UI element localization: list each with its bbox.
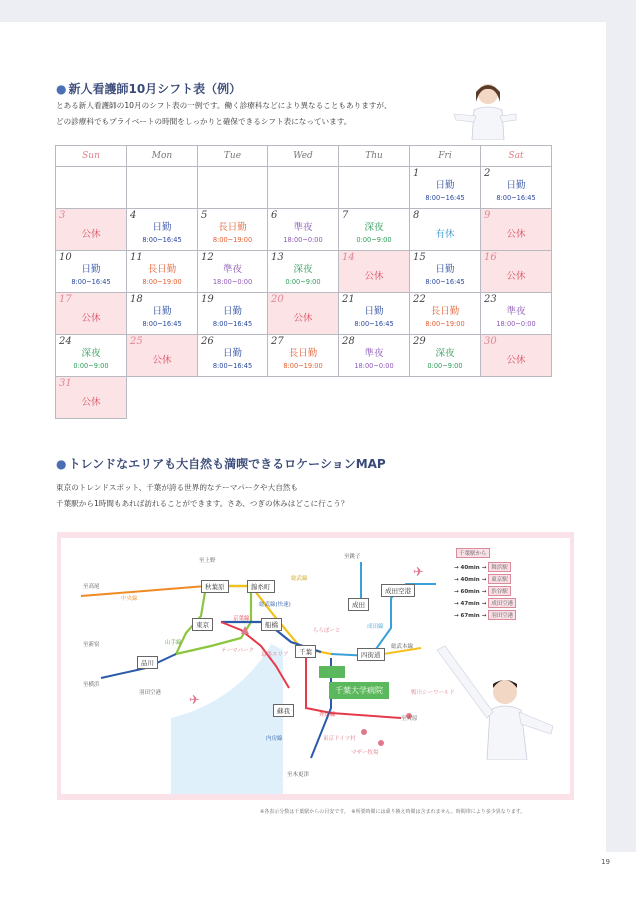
day-number: 26: [201, 336, 214, 347]
travel-time-legend: [454, 548, 538, 632]
shift-time: 8:00~19:00: [212, 236, 253, 244]
hospital-label: 千葉大学病院: [329, 682, 389, 699]
day-cell: [127, 209, 198, 251]
legend-time: → 47min →: [454, 601, 487, 607]
label-kamogawa: 鴨川シーワールド: [411, 690, 455, 696]
day-header-wed: Wed: [268, 146, 339, 167]
legend-time: → 40min →: [454, 577, 487, 583]
week-row: [56, 167, 552, 209]
label-yokohama: 至横浜: [83, 682, 100, 688]
shift-time: 8:00~16:45: [212, 362, 253, 370]
day-number: 30: [484, 336, 497, 347]
day-cell: [198, 209, 268, 251]
shift-type: 準夜: [222, 264, 242, 275]
shift-time: 8:00~16:45: [212, 320, 253, 328]
shift-type: 長日勤: [147, 264, 177, 275]
station-chiba: 千葉: [295, 645, 316, 658]
shift-type: 公休: [506, 229, 526, 240]
shift-time: 8:00~19:00: [283, 362, 323, 370]
day-number: 19: [201, 294, 214, 305]
day-header-fri: Fri: [410, 146, 481, 167]
day-number: 28: [342, 336, 355, 347]
station-soga: 蘇我: [273, 704, 294, 717]
shift-type: 公休: [293, 313, 313, 324]
shift-heading-text: 新人看護師10月シフト表（例）: [68, 82, 242, 96]
week-row: [56, 293, 552, 335]
day-header-thu: Thu: [339, 146, 410, 167]
shift-type: 深夜: [293, 264, 313, 275]
legend-title-text: 千葉駅から: [456, 548, 490, 558]
day-header-sun: Sun: [56, 146, 127, 167]
day-number: 27: [271, 336, 284, 347]
day-number: 18: [130, 294, 143, 305]
label-makuhari: 幕張エリア: [261, 652, 289, 658]
shift-time: 0:00~9:00: [73, 362, 109, 370]
shift-time: 18:00~0:00: [354, 362, 394, 370]
day-header-tue: Tue: [198, 146, 268, 167]
shift-type: 公休: [152, 355, 172, 366]
week-row: [56, 209, 552, 251]
day-number: 15: [413, 252, 426, 263]
day-cell: [268, 167, 339, 209]
day-cell: [268, 335, 339, 377]
day-cell: [481, 335, 552, 377]
shift-time: 8:00~16:45: [142, 236, 182, 244]
day-header-mon: Mon: [127, 146, 198, 167]
haneda-plane-icon: ✈: [189, 693, 200, 708]
station-funabashi: 船橋: [261, 618, 282, 631]
legend-destination: 渋谷駅: [488, 586, 511, 596]
day-number: 4: [130, 210, 137, 221]
day-cell: [268, 209, 339, 251]
day-cell: [198, 251, 268, 293]
shift-type: 長日勤: [218, 222, 247, 233]
shift-type: 準夜: [506, 306, 526, 317]
legend-row: [454, 562, 511, 572]
legend-time: → 60min →: [454, 589, 487, 595]
day-cell: [339, 335, 410, 377]
day-number: 14: [342, 252, 355, 263]
day-cell: [198, 335, 268, 377]
shift-time: 0:00~9:00: [356, 236, 392, 244]
day-cell: [481, 167, 552, 209]
legend-row: [454, 574, 511, 584]
label-keiyo: 京葉線: [233, 616, 250, 622]
footnote: ※各表示分数は千葉駅からの目安です。 ※所要時間には乗り換え時間は含まれません。時間帯により多少異なります。: [260, 809, 526, 815]
narita-plane-icon: ✈: [413, 565, 424, 580]
label-sobu-kaisoku: 総武線(快速): [259, 602, 291, 608]
label-sobu-honsen: 総武本線: [391, 644, 414, 650]
day-cell: [127, 167, 198, 209]
day-number: 6: [271, 210, 278, 221]
station-tokyo: 東京: [192, 618, 213, 631]
label-ohara: 至大原: [401, 716, 418, 722]
shift-time: 0:00~9:00: [285, 278, 321, 286]
shift-time: 18:00~0:00: [283, 236, 323, 244]
station-narita-airport: 成田空港: [381, 584, 415, 597]
shift-type: 日勤: [364, 306, 384, 317]
label-narita-line: 成田線: [367, 624, 384, 630]
map-heading-text: トレンドなエリアも大自然も満喫できるロケーションMAP: [68, 457, 386, 471]
day-number: 5: [201, 210, 208, 221]
legend-destination: 成田空港: [488, 598, 516, 608]
shift-time: 8:00~16:45: [425, 278, 465, 286]
station-narita: 成田: [348, 598, 369, 611]
shift-type: 日勤: [435, 180, 455, 191]
day-cell: [339, 167, 410, 209]
label-uchibo: 内房線: [266, 736, 283, 742]
label-sotobo: 外房線: [319, 712, 336, 718]
station-yotsukaido: 四街道: [357, 648, 385, 661]
day-cell: [481, 251, 552, 293]
shift-time: 8:00~16:45: [496, 194, 536, 202]
day-number: 17: [59, 294, 72, 305]
day-number: 16: [484, 252, 497, 263]
day-cell: [56, 167, 127, 209]
shift-type: 長日勤: [430, 306, 460, 317]
shift-type: 日勤: [152, 306, 172, 317]
legend-title: [454, 548, 490, 558]
day-number: 22: [413, 294, 426, 305]
day-number: 20: [271, 294, 284, 305]
shift-desc-2: どの診療科でもプライベートの時間をしっかりと確保できるシフト表になっています。: [56, 117, 352, 126]
day-cell: [268, 293, 339, 335]
day-cell: [339, 251, 410, 293]
shift-type: 準夜: [364, 348, 384, 359]
label-kisarazu: 至木更津: [287, 772, 310, 778]
day-number: 29: [413, 336, 426, 347]
day-number: 7: [342, 210, 349, 221]
label-sobu: 総武線: [291, 576, 308, 582]
shift-time: 8:00~19:00: [425, 320, 465, 328]
nurse-photo-pointing: [450, 80, 520, 140]
legend-time: → 40min →: [454, 565, 487, 571]
shift-type: 日勤: [222, 306, 242, 317]
day-number: 11: [130, 252, 143, 263]
tokyo-bay: [171, 644, 283, 794]
legend-destination: 舞浜駅: [488, 562, 511, 572]
legend-time: → 67min →: [454, 613, 487, 619]
day-cell: [410, 251, 481, 293]
label-takao: 至高尾: [83, 584, 100, 590]
right-margin-strip: [606, 22, 636, 852]
shift-type: 日勤: [435, 264, 455, 275]
label-ueno: 至上野: [199, 558, 216, 564]
shift-desc-1: とある新人看護師の10月のシフト表の一例です。働く診療科などにより異なることもありますが、: [56, 101, 392, 110]
shift-type: 長日勤: [288, 348, 318, 359]
label-choshi: 至銚子: [344, 554, 361, 560]
day-header-sat: Sat: [481, 146, 552, 167]
day-number: 13: [271, 252, 284, 263]
day-cell: [56, 293, 127, 335]
day-cell: [268, 251, 339, 293]
shift-type: 日勤: [81, 264, 101, 275]
map-desc-2: 千葉駅から1時間もあれば訪れることができます。さあ、つぎの休みはどこに行こう？: [56, 499, 349, 508]
day-cell: [56, 335, 127, 377]
shift-time: 18:00~0:00: [496, 320, 536, 328]
day-number: 10: [59, 252, 72, 263]
label-haneda: 羽田空港: [139, 690, 162, 696]
shift-time: 8:00~16:45: [142, 320, 182, 328]
day-cell: [56, 209, 127, 251]
day-cell: [127, 251, 198, 293]
shift-time: 8:00~16:45: [425, 194, 465, 202]
day-cell: [198, 293, 268, 335]
shift-type: 公休: [364, 271, 384, 282]
mother-farm-pin: [378, 740, 384, 746]
station-kinshicho: 錦糸町: [247, 580, 275, 593]
shift-type: 日勤: [222, 348, 242, 359]
shift-time: 8:00~19:00: [142, 278, 182, 286]
week-row: [56, 251, 552, 293]
day-number: 9: [484, 210, 491, 221]
day-cell: [410, 167, 481, 209]
label-lalaport: ららぽーと: [313, 628, 341, 634]
label-chuo: 中央線: [121, 596, 138, 602]
shift-time: 8:00~16:45: [71, 278, 111, 286]
shift-type: 有休: [435, 229, 455, 240]
page-number: 19: [601, 858, 610, 866]
label-yamanote: 山手線: [165, 640, 182, 646]
day-number: 25: [130, 336, 143, 347]
day-cell: [127, 335, 198, 377]
legend-row: [454, 586, 511, 596]
day-number: 3: [59, 210, 66, 221]
nurse-photo-waving: [435, 640, 555, 760]
week-row: [56, 335, 552, 377]
day-number: 1: [413, 168, 420, 179]
bottom-band: [0, 852, 636, 900]
day-cell: [339, 209, 410, 251]
shift-type: 深夜: [81, 348, 101, 359]
legend-row: [454, 610, 516, 620]
shift-type: 深夜: [364, 222, 384, 233]
day-cell: [339, 293, 410, 335]
legend-destination: 東京駅: [488, 574, 511, 584]
day-cell: [481, 293, 552, 335]
shift-type: 公休: [81, 229, 101, 240]
shift-time: 8:00~16:45: [354, 320, 394, 328]
day-number: 21: [342, 294, 355, 305]
map-heading: ● トレンドなエリアも大自然も満喫できるロケーションMAP: [56, 457, 386, 471]
shift-type: 公休: [506, 355, 526, 366]
station-akihabara: 秋葉原: [201, 580, 229, 593]
german-village-pin: [361, 729, 367, 735]
day-cell: [56, 377, 127, 419]
shift-time: 18:00~0:00: [212, 278, 253, 286]
day-cell: [198, 167, 268, 209]
shift-type: 公休: [81, 313, 101, 324]
map-desc-1: 東京のトレンドスポット、千葉が誇る世界的なテーマパークや大自然も: [56, 483, 298, 492]
shift-time: 0:00~9:00: [427, 362, 463, 370]
day-number: 31: [59, 378, 72, 389]
shift-type: 公休: [81, 397, 101, 408]
day-cell: [56, 251, 127, 293]
label-german-village: 東京ドイツ村: [323, 736, 356, 742]
shift-type: 準夜: [293, 222, 313, 233]
label-themepark: テーマパーク: [221, 648, 254, 654]
label-mother-farm: マザー牧場: [351, 750, 379, 756]
week-row: [56, 377, 552, 419]
shift-calendar: [55, 145, 552, 419]
day-number: 23: [484, 294, 497, 305]
station-shinagawa: 品川: [137, 656, 158, 669]
shift-type: 日勤: [152, 222, 172, 233]
day-number: 2: [484, 168, 491, 179]
shift-type: 深夜: [435, 348, 455, 359]
label-shinjuku: 至新宿: [83, 642, 100, 648]
day-cell: [127, 293, 198, 335]
day-cell: [410, 209, 481, 251]
legend-destination: 羽田空港: [488, 610, 516, 620]
day-number: 12: [201, 252, 214, 263]
day-number: 8: [413, 210, 420, 221]
day-cell: [410, 293, 481, 335]
day-number: 24: [59, 336, 72, 347]
shift-heading: ● 新人看護師10月シフト表（例）: [56, 82, 242, 96]
day-cell: [481, 209, 552, 251]
shift-type: 日勤: [506, 180, 526, 191]
legend-row: [454, 598, 516, 608]
day-cell: [410, 335, 481, 377]
shift-type: 公休: [506, 271, 526, 282]
